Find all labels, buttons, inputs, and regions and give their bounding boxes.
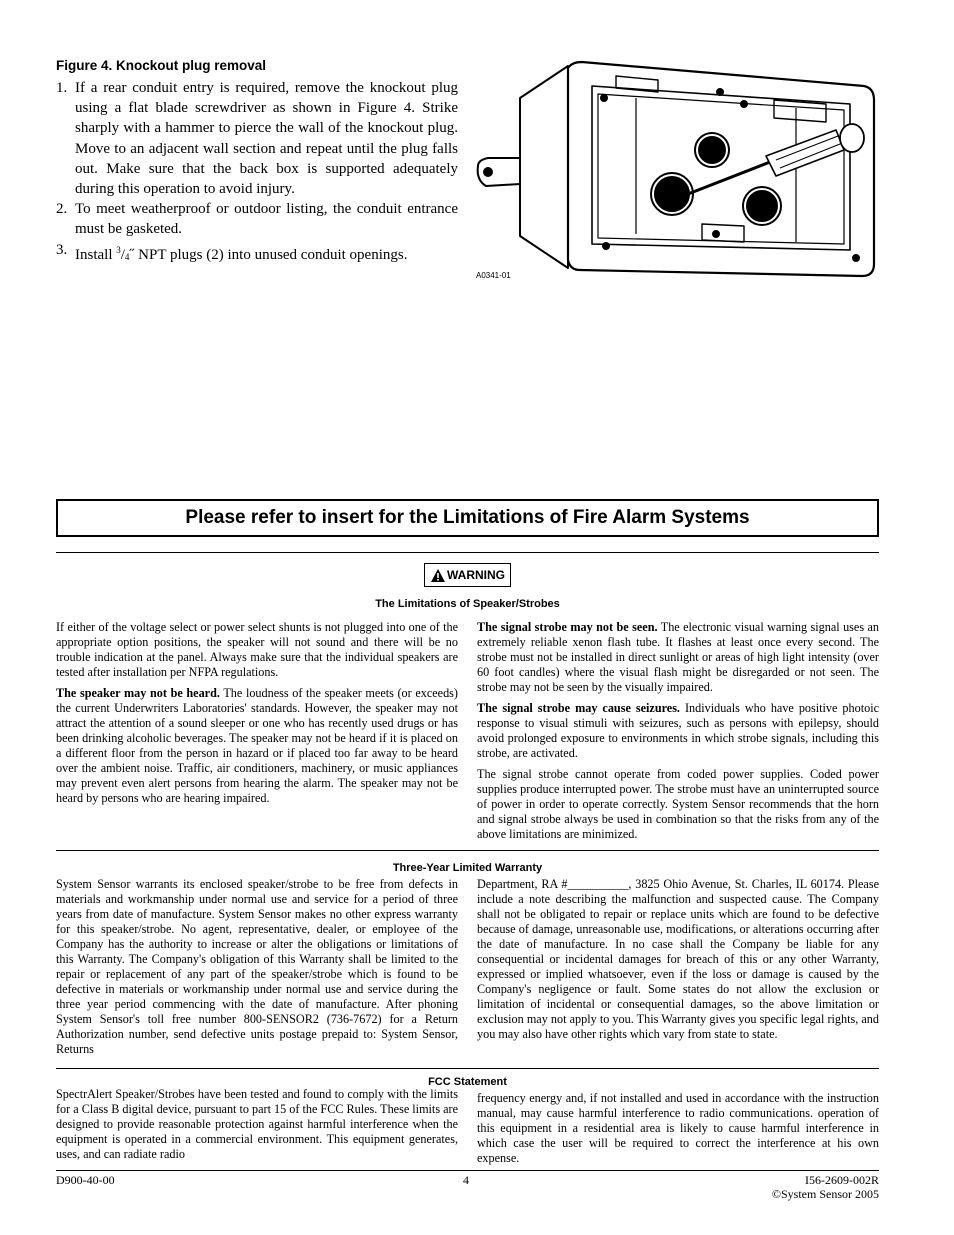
paragraph: [477, 620, 879, 695]
paragraph-text: The signal strobe cannot operate from coded power supplies. Coded power supplies produce interrupted power. The strobe must have an uninterrupted source of power in order to operate correctly. System Sensor recommends that the horn and signal strobe always be used in combination so that the risks from any of the above limitations are minimized.: [477, 767, 879, 841]
limitations-heading: The Limitations of Speaker/Strobes: [375, 598, 560, 610]
footer-part-number: I56-2609-002R: [805, 1173, 879, 1187]
footer-right: [772, 1173, 879, 1201]
step-text: To meet weatherproof or outdoor listing, the conduit entrance must be gasketed.: [75, 201, 458, 238]
install-steps: [56, 78, 458, 267]
warranty-left-column: [56, 877, 458, 1063]
divider: [56, 1068, 879, 1069]
fcc-heading: FCC Statement: [428, 1076, 507, 1088]
warning-badge: [424, 563, 511, 587]
step-number: 2.: [56, 201, 68, 218]
paragraph-text: If either of the voltage select or power select shunts is not plugged into one of the appropriate option positions, the speaker will not sound and there will be no trouble indication at the panel. Always make sure that the individual speakers are tested after installation per NFPA regulations.: [56, 620, 458, 679]
warning-triangle-icon: [430, 568, 446, 583]
limitations-left-column: [56, 620, 458, 812]
divider: [56, 1170, 879, 1171]
paragraph: Department, RA #__________, 3825 Ohio Avenue, St. Charles, IL 60174. Please include a note describing the malfunction and suspected cause. The Company shall not be obligated to repair or replace units which are found to be defective because of damage, unreasonable use, modifications, or alterations occurring after the date of manufacture. In no case shall the Company be liable for any consequential or incidental damages for breach of this or any other Warranty, expressed or implied whatsoever, even if the loss or damage is caused by the Company's negligence or fault. Some states do not allow the exclusion or limitation of incidental or consequential damages, so the above limitation or exclusion may not apply to you. This Warranty gives you specific legal rights, and you may also have other rights which vary from state to state.: [477, 877, 879, 1041]
footer-doc-number: D900-40-00: [56, 1173, 115, 1187]
limitations-banner: Please refer to insert for the Limitations of Fire Alarm Systems: [56, 499, 879, 537]
fcc-right-column: [477, 1091, 879, 1172]
step-number: 1.: [56, 80, 68, 96]
divider: [56, 552, 879, 553]
figure-label: A0341-01: [476, 271, 511, 280]
paragraph: System Sensor warrants its enclosed speaker/strobe to be free from defects in materials and workmanship under normal use and service for a period of three years from date of manufacture. System Sensor makes no other express warranty for this speaker/strobe. No agent, representative, dealer, or employee of the Company has the authority to increase or alter the obligations or limitations of this Warranty. The Company's obligation of this Warranty shall be limited to the repair or replacement of any part of the speaker/strobe which is found to be defective in materials or workmanship under normal use and service during the three year period commencing with the date of manufacture. After phoning System Sensor's toll free number 800-SENSOR2 (736-7672) for a Return Authorization number, send defective units postage prepaid to: System Sensor, Returns: [56, 877, 458, 1056]
warranty-heading: Three-Year Limited Warranty: [392, 862, 543, 874]
paragraph-text: Individuals who have positive photoic response to visual stimuli with seizures, such as persons with epilepsy, should avoid prolonged exposure to environments in which strobe signals, including this strobe, are activated.: [477, 701, 879, 760]
paragraph-text: The loudness of the speaker meets (or exceeds) the current Underwriters Laboratories' standards. However, the speaker may not attract the attention of a sound sleeper or one who has recently used drugs or has been drinking alcoholic beverages. The speaker may not be heard if it is placed on a different floor from the person in hazard or if placed too far away to be heard over the ambient noise. Traffic, air conditioners, machinery, or music appliances may prevent even alert persons from hearing the alarm. The speaker may not be heard by persons who are hearing impaired.: [56, 686, 458, 805]
paragraph-text: The electronic visual warning signal uses an extremely reliable xenon flash tube. It flashes at least once every second. The strobe must not be installed in direct sunlight or areas of high light intensity (over 60 foot candles) where the visual flash might be disregarded or not seen. The strobe may not be seen by the visually impaired.: [477, 620, 879, 694]
paragraph: [56, 620, 458, 680]
paragraph-lead: The signal strobe may not be seen.: [477, 620, 658, 634]
figure-title: Figure 4. Knockout plug removal: [56, 58, 267, 73]
step-number: 3.: [56, 241, 68, 258]
step-item: [56, 199, 458, 239]
paragraph: frequency energy and, if not installed and used in accordance with the instruction manual, may cause harmful interference to radio communications. operation of this equipment in a residential area is likely to cause harmful interference in which case the user will be required to correct the interference at his own expense.: [477, 1091, 879, 1165]
step-text-after: ˝ NPT plugs (2) into unused conduit openings.: [129, 246, 408, 263]
paragraph: SpectrAlert Speaker/Strobes have been tested and found to comply with the limits for a Class B digital device, pursuant to part 15 of the FCC Rules. These limits are designed to provide reasonable protection against harmful interference when the equipment is operated in a commercial environment. This equipment generates, uses, and can radiate radio: [56, 1087, 458, 1161]
step-item: [56, 78, 458, 199]
paragraph: [477, 701, 879, 761]
fcc-left-column: [56, 1087, 458, 1168]
limitations-right-column: [477, 620, 879, 848]
footer-copyright: ©System Sensor 2005: [771, 1187, 879, 1201]
knockout-figure: [476, 58, 880, 290]
paragraph: [477, 767, 879, 842]
paragraph-lead: The speaker may not be heard.: [56, 686, 220, 700]
divider: [56, 850, 879, 851]
step-text: If a rear conduit entry is required, remove the knockout plug using a flat blade screwdriver as shown in Figure 4. Strike sharply with a hammer to pierce the wall of the knockout plug. Move to an adjacent wall section and repeat until the plug falls out. Make sure that the back box is supported adequately during this operation to avoid injury.: [75, 80, 458, 198]
back-box-illustration: [476, 58, 880, 290]
footer-page-number: 4: [463, 1173, 469, 1187]
warranty-right-column: [477, 877, 879, 1048]
paragraph: [56, 686, 458, 806]
step-text-before: Install: [75, 246, 117, 263]
step-item: 3. Install $^3/_4˝$ NPT plugs (2) into unused conduit openings.: [56, 241, 408, 263]
warning-label: WARNING: [447, 568, 505, 582]
fraction-denominator: 4: [124, 251, 130, 262]
fraction-numerator: 3: [116, 244, 121, 255]
paragraph-lead: The signal strobe may cause seizures.: [477, 701, 680, 715]
